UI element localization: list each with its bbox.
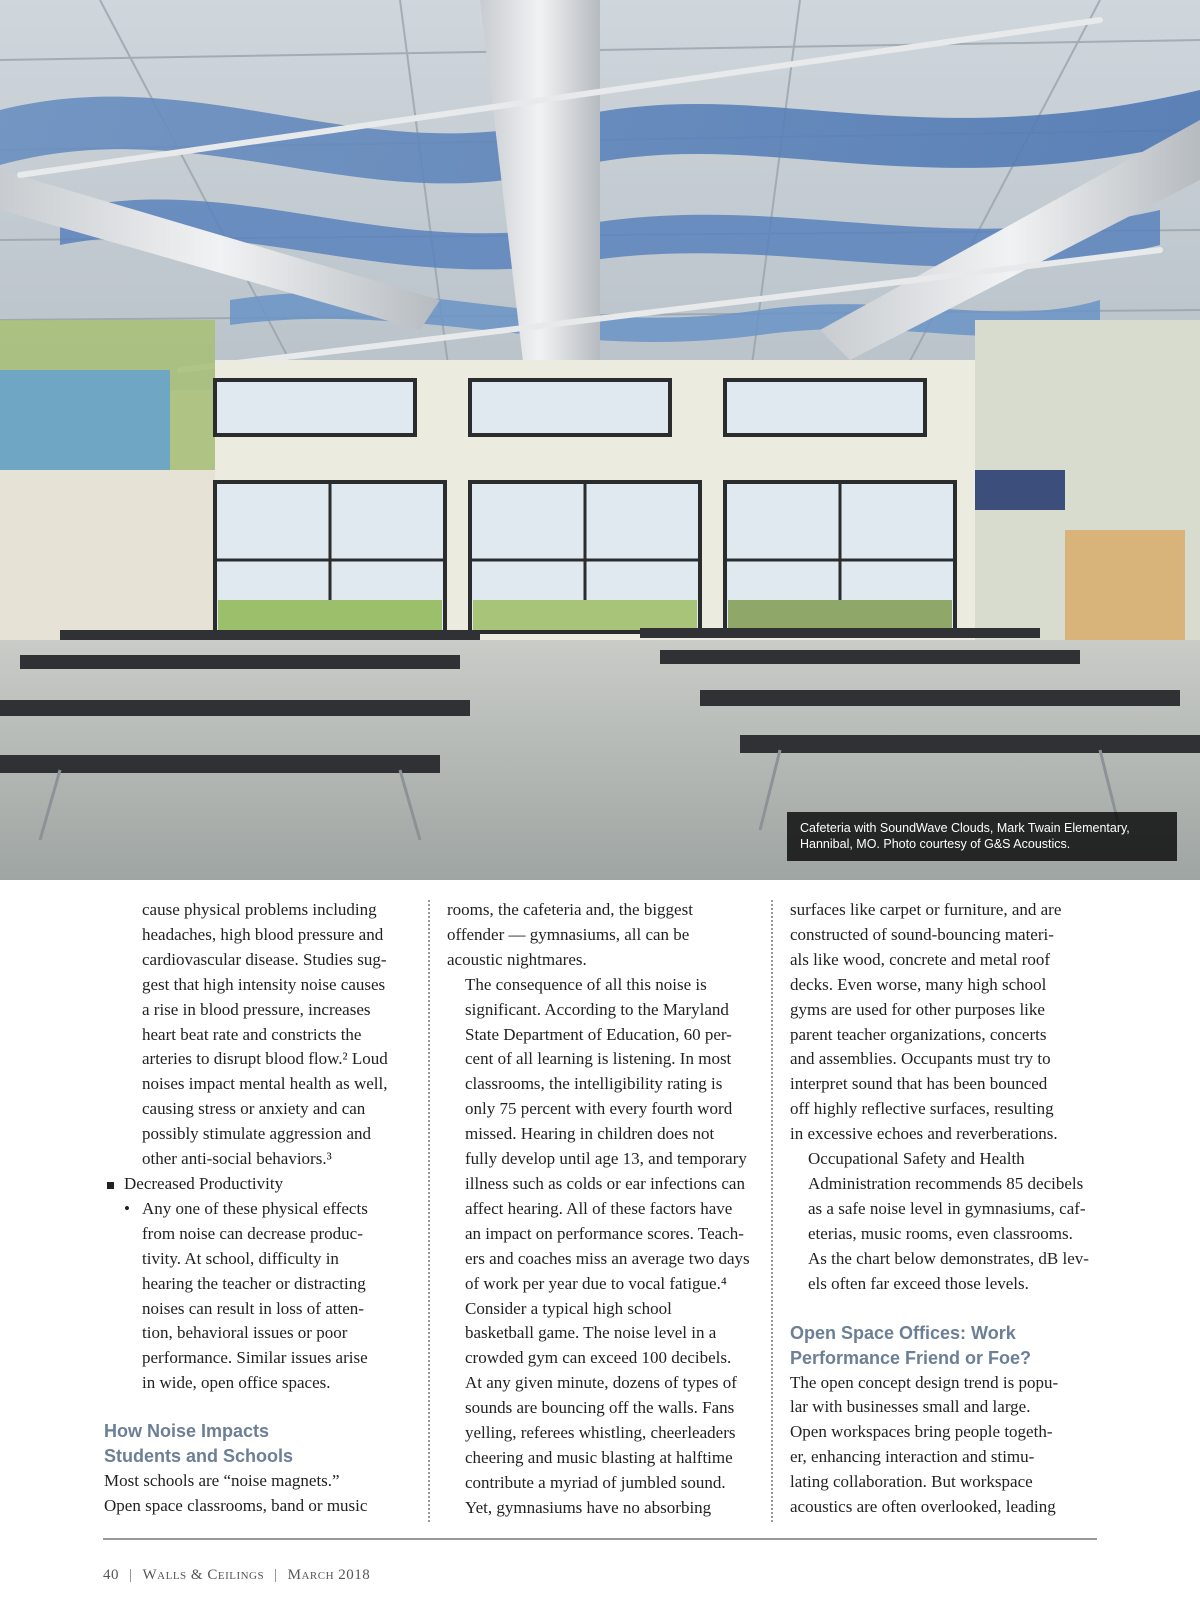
text-line: Consider a typical high school [465, 1298, 672, 1318]
footer-separator: | [129, 1567, 133, 1583]
text-line: decks. Even worse, many high school [790, 974, 1047, 994]
text-line: arteries to disrupt blood flow.² Loud [142, 1049, 388, 1069]
text-line: a rise in blood pressure, increases [142, 999, 371, 1019]
text-line: fully develop until age 13, and temporary [465, 1149, 747, 1169]
text-line: cause physical problems including [142, 900, 377, 919]
text-line: causing stress or anxiety and can [142, 1099, 366, 1119]
sub-bullet-productivity [104, 1197, 404, 1396]
text-line: Administration recommends 85 decibels [808, 1173, 1084, 1193]
footer-divider [103, 1538, 1097, 1540]
text-line: from noise can decrease produc- [142, 1223, 363, 1243]
text-line: Any one of these physical effects [142, 1198, 368, 1218]
sub-bullet-physical-effects [104, 898, 404, 1172]
text-line: basketball game. The noise level in a [465, 1323, 717, 1343]
paragraph [790, 1147, 1100, 1296]
text-line: Yet, gymnasiums have no absorbing [465, 1497, 712, 1517]
text-line: performance. Similar issues arise [142, 1348, 368, 1368]
column-divider [771, 900, 773, 1522]
bullet-decreased-productivity [104, 1172, 404, 1197]
text-line: cheering and music blasting at halftime [465, 1447, 733, 1467]
text-line: As the chart below demonstrates, dB lev- [808, 1248, 1089, 1268]
text-line: offender — gymnasiums, all can be [447, 924, 690, 944]
issue-date: March 2018 [287, 1567, 371, 1583]
text-line: other anti-social behaviors.³ [142, 1149, 332, 1169]
column-2 [447, 898, 757, 1521]
text-line: At any given minute, dozens of types of [465, 1373, 737, 1393]
text-line: acoustics are often overlooked, leading [790, 1497, 1056, 1517]
text-line: of work per year due to vocal fatigue.⁴ [465, 1273, 727, 1293]
text-line: off highly reflective surfaces, resulting [790, 1099, 1054, 1119]
text-line: eterias, music rooms, even classrooms. [808, 1223, 1073, 1243]
text-line: noises can result in loss of atten- [142, 1298, 364, 1318]
page-number: 40 [103, 1567, 119, 1583]
bullet-label: Decreased Productivity [124, 1173, 284, 1193]
text-line: significant. According to the Maryland [465, 999, 729, 1019]
text-line: tivity. At school, difficulty in [142, 1248, 339, 1268]
text-line: tion, behavioral issues or poor [142, 1323, 348, 1343]
text-line: The consequence of all this noise is [465, 974, 707, 994]
text-line: lating collaboration. But workspace [790, 1472, 1033, 1492]
text-line: surfaces like carpet or furniture, and are [790, 900, 1062, 919]
square-bullet-icon [107, 1182, 114, 1189]
photo-caption [787, 812, 1177, 861]
page-footer [103, 1567, 370, 1584]
text-line: gyms are used for other purposes like [790, 999, 1045, 1019]
caption-line: Cafeteria with SoundWave Clouds, Mark Twain Elementary, [800, 821, 1130, 835]
paragraph [447, 898, 757, 973]
footer-separator: | [274, 1567, 278, 1583]
text-line: heart beat rate and constricts the [142, 1024, 362, 1044]
text-line: rooms, the cafeteria and, the biggest [447, 900, 693, 919]
heading-line: Students and Schools [104, 1446, 294, 1467]
text-line: possibly stimulate aggression and [142, 1124, 372, 1144]
text-line: Open workspaces bring people togeth- [790, 1422, 1053, 1442]
text-line: Open space classrooms, band or music [104, 1496, 368, 1516]
paragraph [790, 898, 1100, 1147]
text-line: classrooms, the intelligibility rating is [465, 1074, 723, 1094]
heading-line: How Noise Impacts [104, 1421, 270, 1442]
text-line: only 75 percent with every fourth word [465, 1099, 733, 1119]
column-divider [428, 900, 430, 1522]
text-line: els often far exceed those levels. [808, 1273, 1029, 1293]
text-line: sounds are bouncing off the walls. Fans [465, 1398, 735, 1418]
text-line: headaches, high blood pressure and [142, 924, 384, 944]
section-heading-noise-impacts [104, 1419, 404, 1469]
sub-bullet-text [142, 898, 404, 1172]
text-line: Most schools are “noise magnets.” [104, 1471, 340, 1491]
section-heading-open-space-offices [790, 1321, 1100, 1371]
text-line: in wide, open office spaces. [142, 1373, 331, 1393]
heading-line: Open Space Offices: Work [790, 1322, 1016, 1343]
column-3 [790, 898, 1100, 1520]
text-line: ers and coaches miss an average two days [465, 1248, 750, 1268]
text-line: lar with businesses small and large. [790, 1397, 1031, 1417]
text-line: er, enhancing interaction and stimu- [790, 1447, 1035, 1467]
text-line: crowded gym can exceed 100 decibels. [465, 1348, 732, 1368]
text-line: affect hearing. All of these factors have [465, 1198, 733, 1218]
text-line: in excessive echoes and reverberations. [790, 1124, 1058, 1144]
sub-bullet-text [142, 1197, 404, 1396]
text-line: parent teacher organizations, concerts [790, 1024, 1047, 1044]
bullet-dot-icon: • [124, 1198, 130, 1218]
text-line: cent of all learning is listening. In most [465, 1049, 732, 1069]
paragraph [790, 1371, 1100, 1520]
paragraph [447, 1297, 757, 1521]
text-line: contribute a myriad of jumbled sound. [465, 1472, 726, 1492]
paragraph [447, 973, 757, 1297]
text-line: noises impact mental health as well, [142, 1074, 388, 1094]
text-line: cardiovascular disease. Studies sug- [142, 949, 387, 969]
text-line: missed. Hearing in children does not [465, 1124, 715, 1144]
text-line: constructed of sound-bouncing materi- [790, 924, 1054, 944]
paragraph [104, 1469, 404, 1519]
publication-name: Walls & Ceilings [142, 1567, 265, 1583]
text-line: State Department of Education, 60 per- [465, 1024, 732, 1044]
text-line: an impact on performance scores. Teach- [465, 1223, 744, 1243]
column-1 [104, 898, 404, 1519]
heading-line: Performance Friend or Foe? [790, 1347, 1032, 1368]
text-line: acoustic nightmares. [447, 949, 587, 969]
text-line: and assemblies. Occupants must try to [790, 1049, 1051, 1069]
text-line: Occupational Safety and Health [808, 1149, 1025, 1169]
text-line: illness such as colds or ear infections can [465, 1173, 745, 1193]
caption-line: Hannibal, MO. Photo courtesy of G&S Acoustics. [800, 837, 1071, 851]
text-line: gest that high intensity noise causes [142, 974, 386, 994]
text-line: as a safe noise level in gymnasiums, caf- [808, 1198, 1086, 1218]
text-line: als like wood, concrete and metal roof [790, 949, 1051, 969]
text-line: yelling, referees whistling, cheerleaders [465, 1423, 736, 1443]
text-line: interpret sound that has been bounced [790, 1074, 1048, 1094]
text-line: hearing the teacher or distracting [142, 1273, 366, 1293]
text-line: The open concept design trend is popu- [790, 1372, 1059, 1392]
